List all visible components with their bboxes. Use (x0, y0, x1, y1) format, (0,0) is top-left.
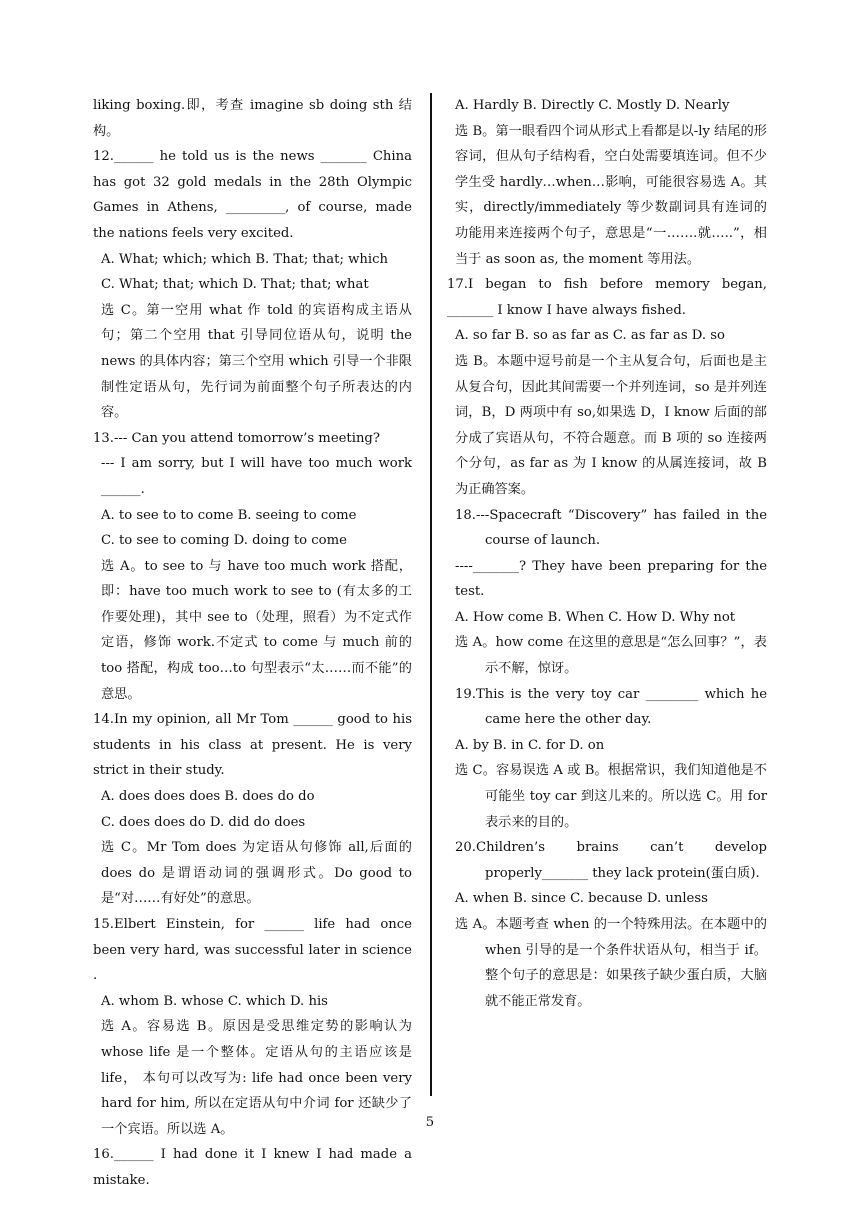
left-column (93, 93, 412, 1194)
text-paragraph: A. What; which; which B. That; that; which (101, 251, 388, 267)
text-paragraph: 20.Children’s brains can’t develop properly_______ they lack protein(蛋白质). (455, 840, 767, 881)
text-paragraph: 13.--- Can you attend tomorrow’s meeting? (93, 430, 380, 446)
text-paragraph: 选 B。本题中逗号前是一个主从复合句，后面也是主从复合句，因此其间需要一个并列连词，so 是并列连词，B，D 两项中有 so,如果选 D，I know 后面的部分成了宾语从句，不符合题意。而 B 项的 so 连接两个分句，as far as 为 I know 的从属连接词，故 B 为正确答案。 (455, 353, 767, 497)
text-paragraph: 14.In my opinion, all Mr Tom ______ good to his students in his class at present. He is very strict in their study. (93, 712, 412, 779)
text-paragraph: 选 A。to see to 与 have too much work 搭配，即：have too much work to see to (有太多的工作要处理)，其中 see to（处理，照看）为不定式作定语，修饰 work.不定式 to come 与 much 前的 too 搭配，构成 too…to 句型表示“太……而不能”的意思。 (101, 558, 412, 702)
text-paragraph: A. does does does B. does do do (101, 789, 315, 805)
text-paragraph: 12.______ he told us is the news _______ China has got 32 gold medals in the 28th Olympic Games in Athens, _________, of course, made the nations feels very excited. (93, 149, 412, 241)
text-paragraph: A. by B. in C. for D. on (455, 737, 605, 753)
text-paragraph: --- I am sorry, but I will have too much work ______. (101, 456, 412, 497)
text-paragraph: A. when B. since C. because D. unless (455, 891, 708, 907)
column-divider (430, 93, 432, 1096)
text-paragraph: C. What; that; which D. That; that; what (101, 277, 369, 293)
text-paragraph: A. to see to to come B. seeing to come (101, 507, 357, 523)
text-paragraph: 选 A。容易选 B。原因是受思维定势的影响认为 whose life 是一个整体。定语从句的主语应该是 life， 本句可以改写为: life had once been very hard for him, 所以在定语从句中介词 for 还缺少了一个宾语。所以选 A。 (101, 1019, 412, 1137)
text-paragraph: A. so far B. so as far as C. as far as D. so (455, 328, 725, 344)
text-paragraph: 选 A。how come 在这里的意思是“怎么回事？”，表示不解，惊讶。 (455, 635, 767, 677)
text-paragraph: 选 A。本题考查 when 的一个特殊用法。在本题中的 when 引导的是一个条件状语从句，相当于 if。整个句子的意思是：如果孩子缺少蛋白质，大脑就不能正常发育。 (455, 917, 767, 1009)
text-paragraph: A. whom B. whose C. which D. his (101, 993, 328, 1009)
text-paragraph: 15.Elbert Einstein, for ______ life had once been very hard, was successful later in science . (93, 917, 412, 984)
text-paragraph: 选 C。容易误选 A 或 B。根据常识，我们知道他是不可能坐 toy car 到这儿来的。所以选 C。用 for 表示来的目的。 (455, 763, 767, 830)
text-paragraph: 19.This is the very toy car ________ which he came here the other day. (455, 686, 767, 728)
text-paragraph: 17.I began to fish before memory began, _______ I know I have always fished. (447, 277, 767, 318)
text-paragraph: C. to see to coming D. doing to come (101, 533, 347, 549)
right-column (447, 93, 767, 1014)
text-paragraph: 选 C。Mr Tom does 为定语从句修饰 all,后面的 does do 是谓语动词的强调形式。Do good to 是“对……有好处”的意思。 (101, 840, 412, 907)
text-paragraph: 选 B。第一眼看四个词从形式上看都是以-ly 结尾的形容词，但从句子结构看，空白处需要填连词。但不少学生受 hardly…when…影响，可能很容易选 A。其实，directly/immediately 等少数副词具有连词的功能用来连接两个句子，意思是“一…….就…..”，相当于 as soon as, the moment 等用法。 (455, 123, 767, 267)
text-paragraph: liking boxing.即，考查 imagine sb doing sth 结构。 (93, 98, 412, 139)
text-paragraph: 18.---Spacecraft “Discovery” has failed in the course of launch. (455, 507, 767, 549)
text-paragraph: ----_______? They have been preparing for the test. (455, 558, 767, 600)
text-paragraph: 选 C。第一空用 what 作 told 的宾语构成主语从句；第二个空用 that 引导同位语从句，说明 the news 的具体内容；第三个空用 which 引导一个非限制性定语从句，先行词为前面整个句子所表达的内容。 (101, 302, 412, 421)
text-paragraph: 16.______ I had done it I knew I had made a mistake. (93, 1147, 412, 1188)
page-number: 5 (425, 1115, 435, 1130)
text-paragraph: A. Hardly B. Directly C. Mostly D. Nearly (455, 98, 730, 113)
text-paragraph: A. How come B. When C. How D. Why not (455, 609, 736, 625)
text-paragraph: C. does does do D. did do does (101, 814, 306, 830)
